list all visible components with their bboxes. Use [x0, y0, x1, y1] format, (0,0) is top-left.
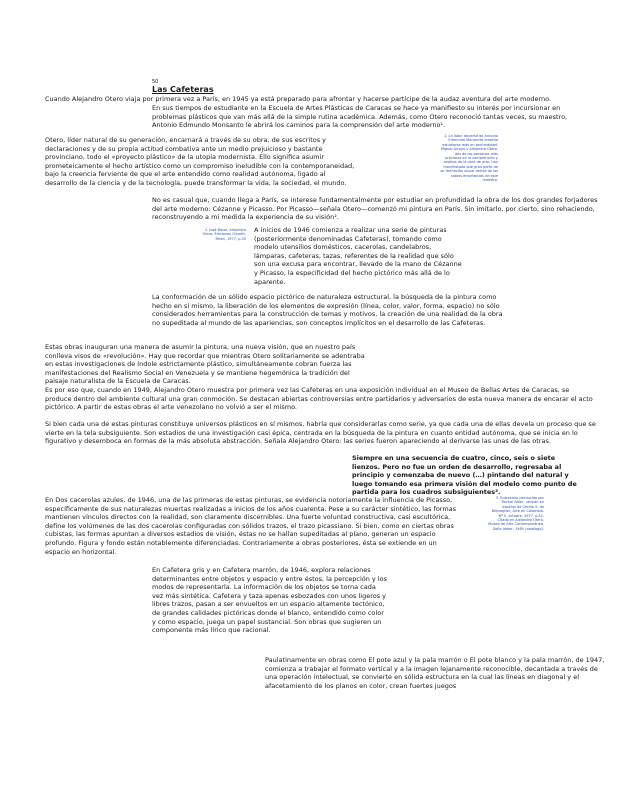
paragraph-4: No es casual que, cuando llega a París, se interese fundamentalmente por estudiar en profundidad la obra de los dos grandes forjadores del arte moderno: Cézanne y Picasso. Por Picasso—señala Otero—comenzó mi pintura en París. Sin imitarlo, por cierto, sino rehaciendo, reconstruyendo a mi medida la experiencia de su visión².	[152, 196, 598, 222]
footnote-2: 2. José Balza. Alejandro Otero. Ediciones Olivetti, Milán, 1977, p.35	[202, 228, 246, 241]
section-title: Las Cafeteras	[152, 85, 214, 94]
paragraph-5: A inicios de 1946 comienza a realizar una serie de pinturas (posteriormente denominadas Cafeteras), tomando como modelo utensilios domésticos, cacerolas, candelabros, lámparas, cafeteras, tazas, referentes de la realidad que sólo son una excusa para encontrar, llevado de la mano de Cézanne y Picasso, la especificidad del hecho pictórico más allá de lo aparente.	[254, 226, 462, 286]
footnote-1: 1. La labor docente de Antonio Edmundo Monsanto amerita estudiarse más en profundidad. Miguel Arroyo y Alejandro Otero, dos de las personas más preclaras en la comprensión y análisis de la obra de arte, han manifestado que gran parte de su formación visual deriva de las sabias enseñanzas de este maestro.	[440, 134, 498, 183]
paragraph-1: Cuando Alejandro Otero viaja por primera vez a París, en 1945 ya está preparado para afrontar y hacerse partícipe de la audaz aventura del arte moderno.	[45, 95, 552, 103]
paragraph-7: Estas obras inauguran una manera de asumir la pintura, una nueva visión, que en nuestro país conlleva visos de «revolución». Hay que recordar que mientras Otero solitariamente se adentraba en estas investigaciones de índole estrictamente plástico, simultáneamente cobran fuerza las manifestaciones del Realismo Social en Venezuela y se mantiene hegemónica la tradición del paisaje naturalista de la Escuela de Caracas.	[45, 343, 365, 386]
paragraph-8: Es por eso que, cuando en 1949, Alejandro Otero muestra por primera vez las Cafeteras en una exposición individual en el Museo de Bellas Artes de Caracas, se produce dentro del ambiente cultural una gran conmoción. Se destacan abiertas controversias entre partidarios y adversarios de esta nueva manera de encarar el acto pictórico. A partir de estas obras el arte venezolano no volvió a ser el mismo.	[45, 386, 593, 412]
quote-block: Siempre en una secuencia de cuatro, cinco, seis o siete lienzos. Pero no fue un orden de desarrollo, regresaba al principio y comenzaba de nuevo (…) pintando del natural y luego tomando esa primera visión del modelo como punto de partida para los cuadros subsiguientes³.	[352, 454, 577, 497]
paragraph-11: En Cafetera gris y en Cafetera marrón, de 1946, explora relaciones determinantes entre objetos y espacio y entre éstos, la percepción y los modos de representarla. La información de los objetos se torna cada vez más sintética. Cafetera y taza apenas esbozados con unos ligeros y libres trazos, pasan a ser envueltos en un espacio altamente tectónico, de grandes calidades pictóricas donde el blanco, entendido como color y como espacio, juega un papel sustancial. Son obras que sugieren un componente más lírico que racional.	[152, 566, 388, 635]
paragraph-10: En Dos cacerolas azules, de 1946, una de las primeras de estas pinturas, se evidencia notoriamente la influencia de Picasso, específicamente de sus naturalezas muertas realizadas a inicios de los años cuarenta. Pese a su carácter sintético, las formas mantienen vínculos directos con la realidad, son claramente discernibles. Una fuerte voluntad constructiva, casi escultórica, define los volúmenes de las dos cacerolas configuradas con sólidos trazos, el trazo picassiano. Si bien, como en ciertas obras cubistas, las formas apuntan a diversos estadios de visión, éstas no se hallan supeditadas al plano, generan un espacio profundo. Figura y fondo están notablemente diferenciadas. Contrariamente a obras posteriores, ésta se extiende en un espacio en horizontal.	[45, 496, 457, 556]
paragraph-9: Si bien cada una de estas pinturas constituye universos plásticos en sí mismos, habría que considerarlas como serie, ya que cada una de ellas devela un proceso que se vierte en la tela subsiguiente. Son estadios de una investigación casi épica, centrada en la búsqueda de la pintura en cuanto entidad autónoma, que se inicia en lo figurativo y desemboca en formas de la más absoluta abstracción. Señala Alejandro Otero: las series fueron apareciendo al derivarse las unas de las otras.	[45, 420, 596, 446]
page-number: 50	[152, 79, 159, 85]
paragraph-12: Paulatinamente en obras como El pote azul y la pala marrón o El pote blanco y la pala marrón, de 1947, comienza a trabajar el formato vertical y a la imagen lejanamente reconocible, decantada a través de una operación intelectual, se convierte en sólida estructura en la cual las líneas en diagonal y el afacetamiento de los planos en color, crean fuertes juegos	[265, 656, 605, 690]
paragraph-6: La conformación de un sólido espacio pictórico de naturaleza estructural, la búsqueda de la pintura como hecho en sí mismo, la liberación de los elementos de expresión (línea, color, valor, forma, espacio) no sólo considerados herramientas para la construcción de temas y motivos, la creación de una realidad de la obra no supeditada al mundo de las apariencias, son conceptos implícitos en el desarrollo de las Cafeteras.	[152, 293, 503, 327]
footnote-3: 3. Entrevista conducida por Rachel Adler, versión en español de Cecilia S. de Birbragher, Arte en Colombia. Nº 5, octubre, 1977, p.52. Citado en Alejandro Otero, Museo de Arte Contemporáneo, Sofía Imber, 1985 (catálogo).	[488, 496, 544, 531]
paragraph-3: Otero, líder natural de su generación, encarnará a través de su obra, de sus escritos y declaraciones y de su propia actitud combativa ante un medio prejuicioso y bastante provinciano, todo el «proyecto plástico» de la utopía modernista. Ello significa asumir prometeicamente el hecho artístico como un compromiso ineludible con la contemporaneidad, bajo la creencia ferviente de que el arte entendido como realidad autónoma, ligado al desarrollo de la ciencia y de la tecnología, puede transformar la vida, la sociedad, el mundo.	[45, 136, 355, 187]
paragraph-2: En sus tiempos de estudiante en la Escuela de Artes Plásticas de Caracas se hace ya manifiesto su interés por incursionar en problemas plásticos que van más allá de la simple rutina académica. Además, como Otero reconoció tantas veces, su maestro, Antonio Edmundo Monsanto le abrirá los caminos para la comprensión del arte moderno¹.	[152, 104, 568, 130]
